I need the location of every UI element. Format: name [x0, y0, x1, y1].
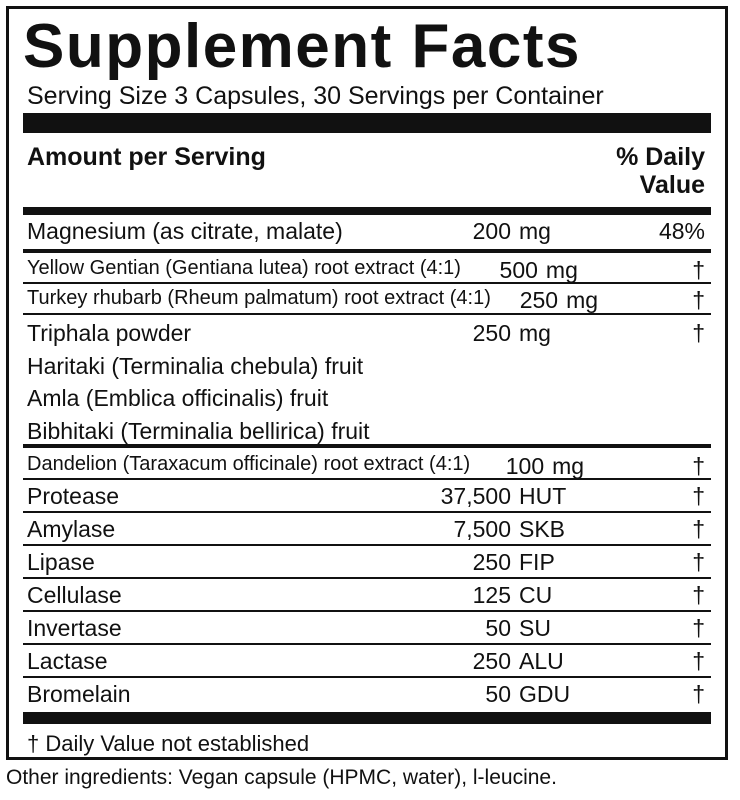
nutrient-amount: 250 — [472, 549, 511, 575]
nutrient-unit: mg — [545, 257, 578, 283]
table-row — [23, 645, 711, 678]
nutrient-daily-value: † — [692, 615, 705, 641]
nutrient-name: Dandelion (Taraxacum officinale) root extract (4:1) — [27, 453, 471, 475]
serving-size: Serving Size 3 Capsules, 30 Servings per Container — [27, 82, 604, 110]
nutrient-name: Lactase — [27, 648, 108, 674]
daily-value-header — [616, 143, 705, 199]
nutrient-amount: 250 — [472, 648, 511, 674]
table-row — [23, 253, 711, 284]
table-row — [23, 546, 711, 579]
nutrient-unit: CU — [519, 582, 553, 608]
nutrient-daily-value: † — [692, 257, 705, 283]
table-row — [23, 480, 711, 513]
daily-value-header-line1: % Daily — [616, 143, 705, 171]
nutrient-unit: ALU — [519, 648, 564, 674]
sub-ingredient: Haritaki (Terminalia chebula) fruit — [27, 352, 364, 379]
nutrient-table — [23, 217, 711, 710]
table-row — [23, 678, 711, 710]
nutrient-amount: 200 — [472, 218, 511, 244]
nutrient-name: Lipase — [27, 549, 95, 575]
nutrient-unit: SU — [519, 615, 551, 641]
nutrient-unit: mg — [552, 453, 585, 479]
table-row — [23, 315, 711, 448]
table-row — [23, 284, 711, 315]
nutrient-name: Triphala powder — [27, 320, 192, 346]
other-ingredients: Other ingredients: Vegan capsule (HPMC, water), l-leucine. — [6, 766, 557, 789]
medium-divider — [23, 207, 711, 215]
nutrient-daily-value: † — [692, 320, 705, 346]
nutrient-daily-value: † — [692, 549, 705, 575]
nutrient-unit: SKB — [519, 516, 566, 542]
nutrient-unit: FIP — [519, 549, 555, 575]
table-row — [23, 448, 711, 480]
daily-value-footnote: † Daily Value not established — [27, 731, 310, 756]
nutrient-amount: 125 — [472, 582, 511, 608]
table-row — [23, 217, 711, 253]
nutrient-unit: mg — [519, 320, 551, 346]
nutrient-amount: 500 — [499, 257, 538, 283]
nutrient-daily-value: † — [692, 582, 705, 608]
nutrient-daily-value: 48% — [658, 218, 705, 244]
nutrient-unit: mg — [566, 287, 599, 313]
nutrient-name: Yellow Gentian (Gentiana lutea) root extract (4:1) — [27, 257, 461, 279]
daily-value-header-line2: Value — [639, 171, 705, 199]
sub-ingredient: Amla (Emblica officinalis) fruit — [27, 385, 329, 411]
nutrient-name: Amylase — [27, 516, 116, 542]
thick-divider — [23, 113, 711, 133]
bottom-thick-divider — [23, 712, 711, 724]
table-row — [23, 612, 711, 645]
nutrient-name: Cellulase — [27, 582, 122, 608]
nutrient-name: Magnesium (as citrate, malate) — [27, 218, 343, 244]
nutrient-amount: 250 — [472, 320, 511, 346]
nutrient-unit: GDU — [519, 681, 571, 707]
panel-title: Supplement Facts — [23, 12, 581, 81]
nutrient-daily-value: † — [692, 681, 705, 707]
nutrient-amount: 37,500 — [440, 483, 511, 509]
nutrient-amount: 50 — [485, 615, 511, 641]
nutrient-name-group — [23, 317, 421, 447]
nutrient-daily-value: † — [692, 453, 705, 479]
nutrient-name: Bromelain — [27, 681, 131, 707]
nutrient-name: Protease — [27, 483, 120, 509]
nutrient-unit: HUT — [519, 483, 567, 509]
nutrient-name: Turkey rhubarb (Rheum palmatum) root extract (4:1) — [27, 287, 491, 309]
nutrient-amount: 50 — [485, 681, 511, 707]
supplement-facts-panel — [6, 6, 728, 760]
nutrient-amount: 100 — [505, 453, 545, 479]
nutrient-amount: 7,500 — [453, 516, 511, 542]
nutrient-name: Invertase — [27, 615, 122, 641]
table-row — [23, 513, 711, 546]
nutrient-unit: mg — [519, 218, 551, 244]
nutrient-daily-value: † — [692, 287, 706, 313]
nutrient-daily-value: † — [692, 516, 705, 542]
table-row — [23, 579, 711, 612]
sub-ingredient: Bibhitaki (Terminalia bellirica) fruit — [27, 417, 370, 444]
nutrient-daily-value: † — [692, 648, 705, 674]
nutrient-daily-value: † — [692, 483, 705, 509]
amount-per-serving-header: Amount per Serving — [27, 143, 266, 171]
nutrient-amount: 250 — [519, 287, 559, 313]
